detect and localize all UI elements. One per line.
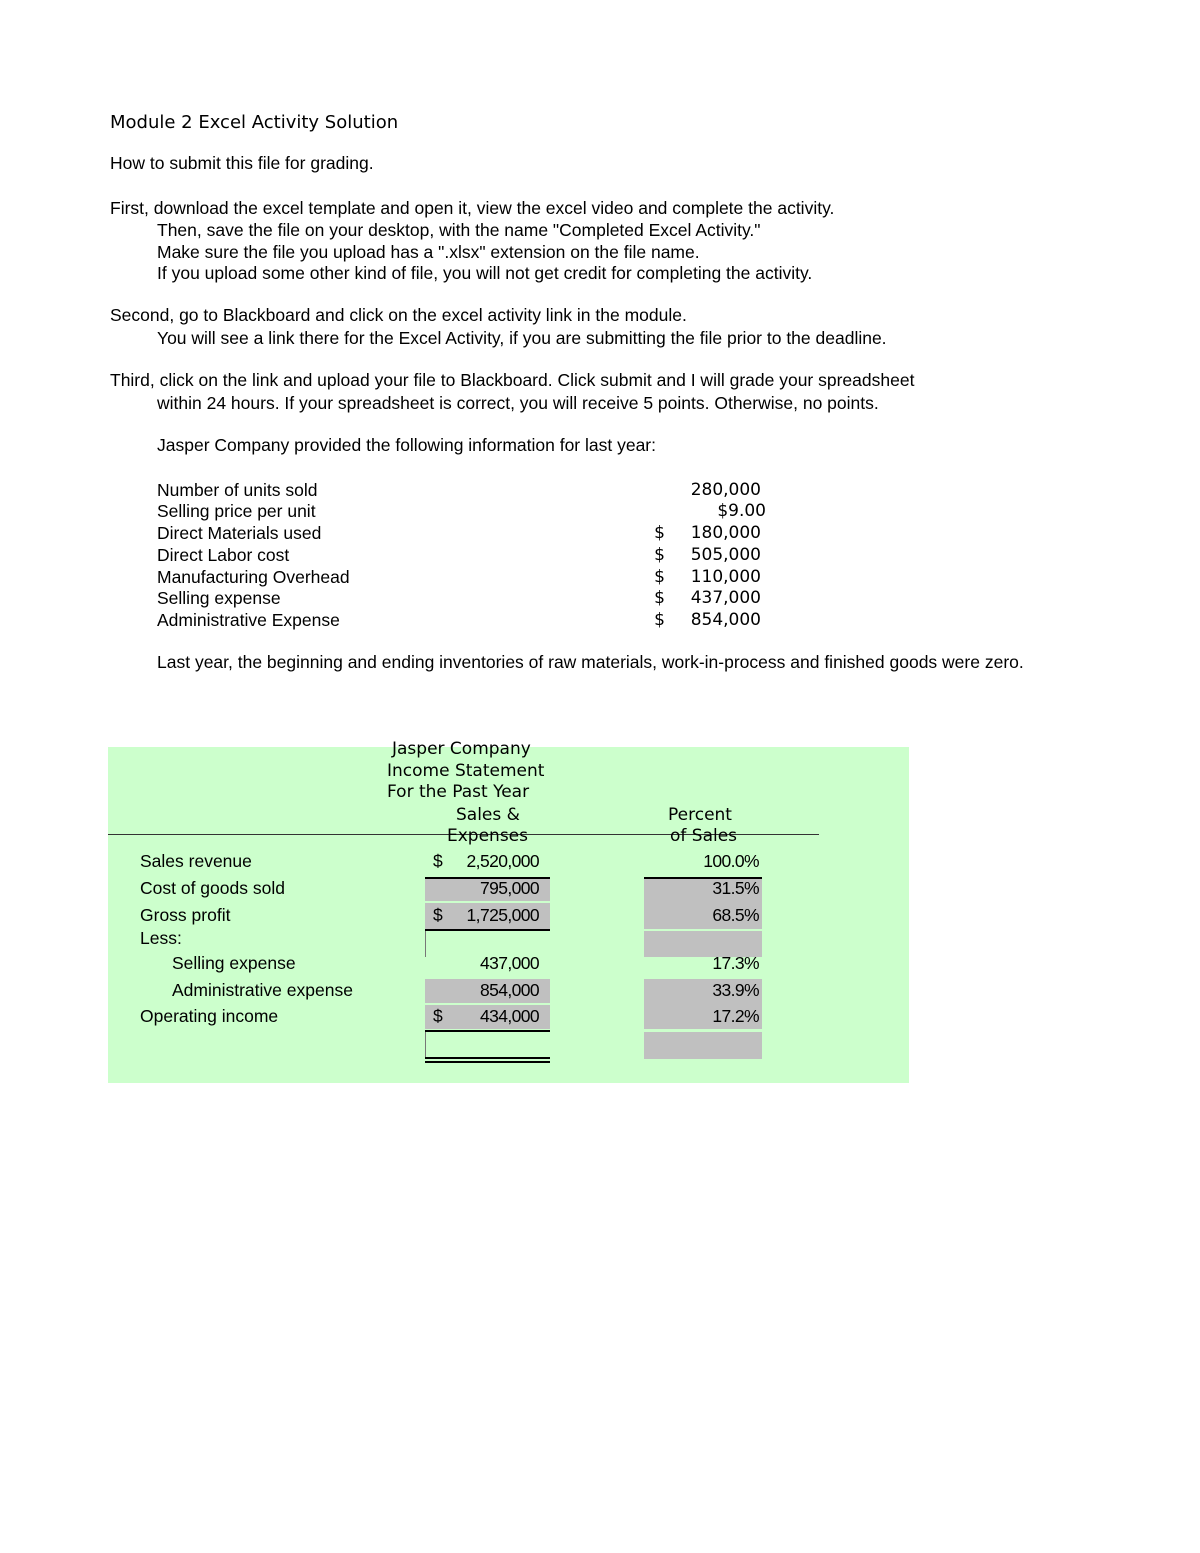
info-value: 854,000: [690, 610, 761, 630]
instruction-first-sub: Then, save the file on your desktop, with the name "Completed Excel Activity.": [157, 220, 761, 240]
instruction-second-sub: You will see a link there for the Excel Activity, if you are submitting the file prior to the deadline.: [157, 328, 887, 348]
row-label: Sales revenue: [140, 851, 252, 871]
row-label: Administrative expense: [172, 980, 353, 1000]
column-header-percent: of Sales: [670, 826, 738, 846]
double-underline: [425, 1057, 550, 1059]
row-label: Less:: [140, 928, 182, 948]
info-label: Manufacturing Overhead: [157, 567, 350, 587]
border-line: [425, 1032, 426, 1058]
row-label: Operating income: [140, 1006, 279, 1026]
row-currency: $: [433, 851, 443, 871]
column-header-sales: Sales &: [456, 805, 520, 825]
instructions-heading: How to submit this file for grading.: [110, 153, 374, 173]
column-header-percent: Percent: [668, 805, 732, 825]
info-label: Selling price per unit: [157, 501, 316, 521]
info-currency: $: [654, 610, 665, 630]
row-amount: 434,000: [479, 1006, 539, 1026]
border-line: [425, 929, 550, 931]
instruction-first-sub: If you upload some other kind of file, you will not get credit for completing the activity.: [157, 263, 813, 283]
cell-percent-total: [644, 1032, 762, 1059]
info-label: Administrative Expense: [157, 610, 340, 630]
row-amount: 1,725,000: [466, 905, 539, 925]
row-label: Gross profit: [140, 905, 231, 925]
info-label: Number of units sold: [157, 480, 318, 500]
row-percent: 100.0%: [703, 851, 759, 871]
statement-company: Jasper Company: [392, 739, 531, 759]
info-currency: $: [654, 523, 665, 543]
info-currency: $: [654, 567, 665, 587]
column-header-sales: Expenses: [447, 826, 528, 846]
info-value: 505,000: [690, 545, 761, 565]
row-currency: $: [433, 905, 443, 925]
info-value: 437,000: [690, 588, 761, 608]
info-value: 180,000: [690, 523, 761, 543]
row-percent: 17.3%: [712, 953, 759, 973]
info-label: Direct Materials used: [157, 523, 322, 543]
statement-name: Income Statement: [387, 761, 545, 781]
instruction-first-sub: Make sure the file you upload has a ".xlsx" extension on the file name.: [157, 242, 700, 262]
info-value: 110,000: [690, 567, 761, 587]
info-label: Selling expense: [157, 588, 281, 608]
instruction-first: First, download the excel template and open it, view the excel video and complete the activity.: [110, 198, 835, 218]
info-value: 280,000: [690, 480, 761, 500]
info-label: Direct Labor cost: [157, 545, 290, 565]
row-percent: 17.2%: [712, 1006, 759, 1026]
row-amount: 795,000: [479, 878, 539, 898]
row-percent: 31.5%: [712, 878, 759, 898]
instruction-third-sub: within 24 hours. If your spreadsheet is correct, you will receive 5 points. Otherwise, no points.: [157, 393, 879, 413]
row-label: Cost of goods sold: [140, 878, 285, 898]
row-currency: $: [433, 1006, 443, 1026]
info-note: Last year, the beginning and ending inventories of raw materials, work-in-process and finished goods were zero.: [157, 652, 1024, 672]
row-label: Selling expense: [172, 953, 296, 973]
info-value: $9.00: [717, 501, 766, 521]
double-underline: [425, 1061, 550, 1063]
row-amount: 854,000: [479, 980, 539, 1000]
row-amount: 2,520,000: [466, 851, 539, 871]
border-line: [425, 931, 426, 957]
instruction-second: Second, go to Blackboard and click on the excel activity link in the module.: [110, 305, 687, 325]
row-percent: 33.9%: [712, 980, 759, 1000]
info-currency: $: [654, 588, 665, 608]
row-amount: 437,000: [479, 953, 539, 973]
statement-period: For the Past Year: [387, 782, 530, 802]
info-currency: $: [654, 545, 665, 565]
instruction-third: Third, click on the link and upload your file to Blackboard. Click submit and I will grade your spreadsheet: [110, 370, 915, 390]
page-title: Module 2 Excel Activity Solution: [110, 112, 399, 133]
row-percent: 68.5%: [712, 905, 759, 925]
info-intro: Jasper Company provided the following information for last year:: [157, 435, 656, 455]
border-line: [425, 1030, 550, 1032]
